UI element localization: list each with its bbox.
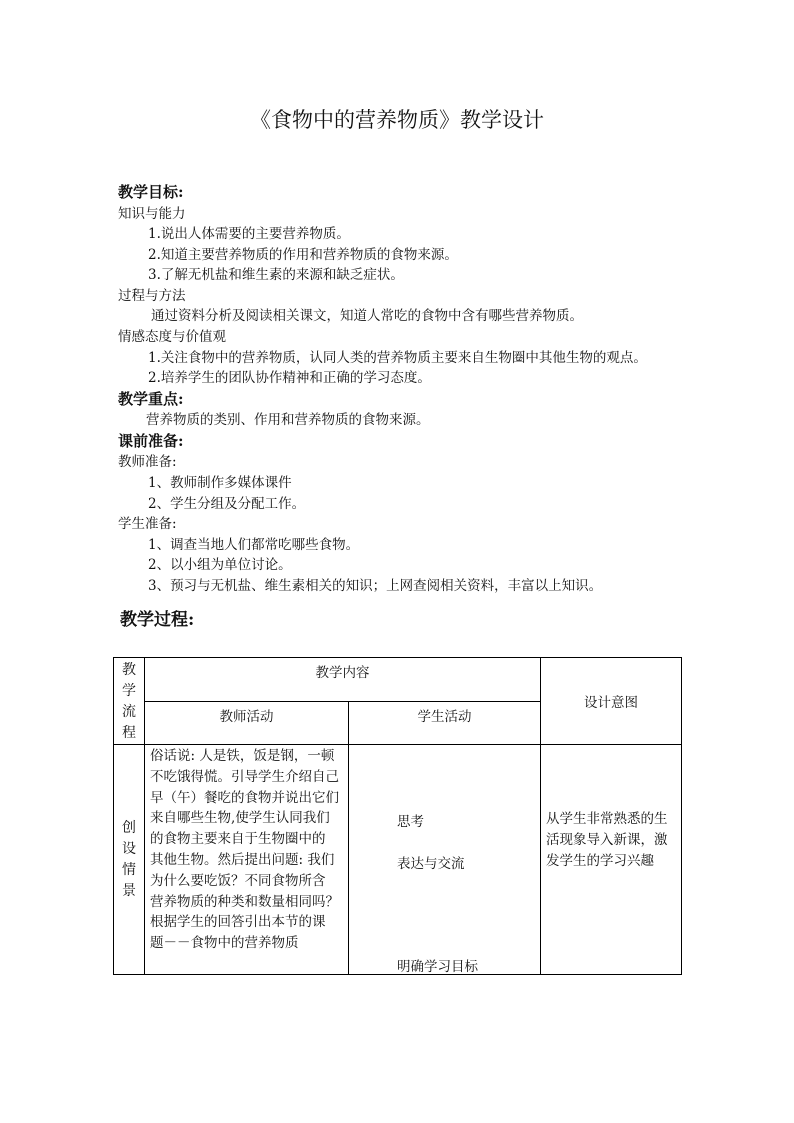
- lesson-table: [113, 657, 682, 975]
- student-prep-item: 2、以小组为单位讨论。: [148, 557, 292, 574]
- student-activity-cell: [349, 745, 541, 975]
- attitude-item: 1.关注食物中的营养物质，认同人类的营养物质主要来自生物圈中其他生物的观点。: [148, 349, 647, 366]
- stage-header: 教 学 流 程: [114, 658, 145, 745]
- attitude-item: 2.培养学生的团队协作精神和正确的学习态度。: [148, 370, 431, 387]
- knowledge-item: 2.知道主要营养物质的作用和营养物质的食物来源。: [148, 246, 458, 263]
- student-prep-item: 1、调查当地人们都常吃哪些食物。: [148, 536, 360, 553]
- student-prep-heading: 学生准备:: [118, 516, 177, 533]
- key-points-text: 营养物质的类别、作用和营养物质的食物来源。: [146, 412, 430, 429]
- teacher-activity-cell: 俗话说: 人是铁，饭是钢，一顿 不吃饿得慌。引导学生介绍自己 早（午）餐吃的食物并说出它们 来自哪些生物,使学生认同我们 的食物主要来自于生物圈中的 其他生物。然后提出问题: 我们 为什么要吃饭？不同食物所含 营养物质的种类和数量相同吗？ 根据学生的回答引出本节的课 题－－食物中的营养物质: [145, 745, 349, 975]
- design-intent-cell: 从学生非常熟悉的生 活现象导入新课，激 发学生的学习兴趣: [541, 745, 682, 975]
- student-activity-item: 思考: [397, 814, 424, 830]
- stage-cell: 创 设 情 景: [114, 745, 145, 975]
- student-activity-header: 学生活动: [349, 701, 541, 745]
- student-prep-item: 3、预习与无机盐、维生素相关的知识；上网查阅相关资料，丰富以上知识。: [148, 578, 603, 594]
- objectives-heading: 教学目标:: [118, 183, 184, 201]
- knowledge-item: 3.了解无机盐和维生素的来源和缺乏症状。: [148, 267, 404, 284]
- teacher-activity-header: 教师活动: [145, 701, 349, 745]
- content-header: 教学内容: [145, 658, 541, 702]
- attitude-heading: 情感态度与价值观: [118, 329, 226, 346]
- process-heading: 教学过程:: [120, 610, 195, 630]
- student-activity-item: 明确学习目标: [397, 959, 478, 975]
- document-title: 《食物中的营养物质》教学设计: [250, 108, 544, 132]
- process-method-text: 通过资料分析及阅读相关课文，知道人常吃的食物中含有哪些营养物质。: [151, 308, 583, 325]
- preparation-heading: 课前准备:: [118, 431, 184, 450]
- knowledge-item: 1.说出人体需要的主要营养物质。: [148, 226, 350, 243]
- document-body: [118, 182, 718, 597]
- process-method-heading: 过程与方法: [118, 287, 186, 304]
- knowledge-heading: 知识与能力: [118, 205, 186, 222]
- key-points-heading: 教学重点:: [118, 389, 184, 408]
- student-activity-item: 表达与交流: [397, 856, 465, 872]
- intent-header: 设计意图: [541, 658, 682, 745]
- teacher-prep-item: 2、学生分组及分配工作。: [148, 495, 306, 512]
- teacher-prep-item: 1、教师制作多媒体课件: [148, 475, 292, 492]
- teacher-prep-heading: 教师准备:: [118, 454, 177, 471]
